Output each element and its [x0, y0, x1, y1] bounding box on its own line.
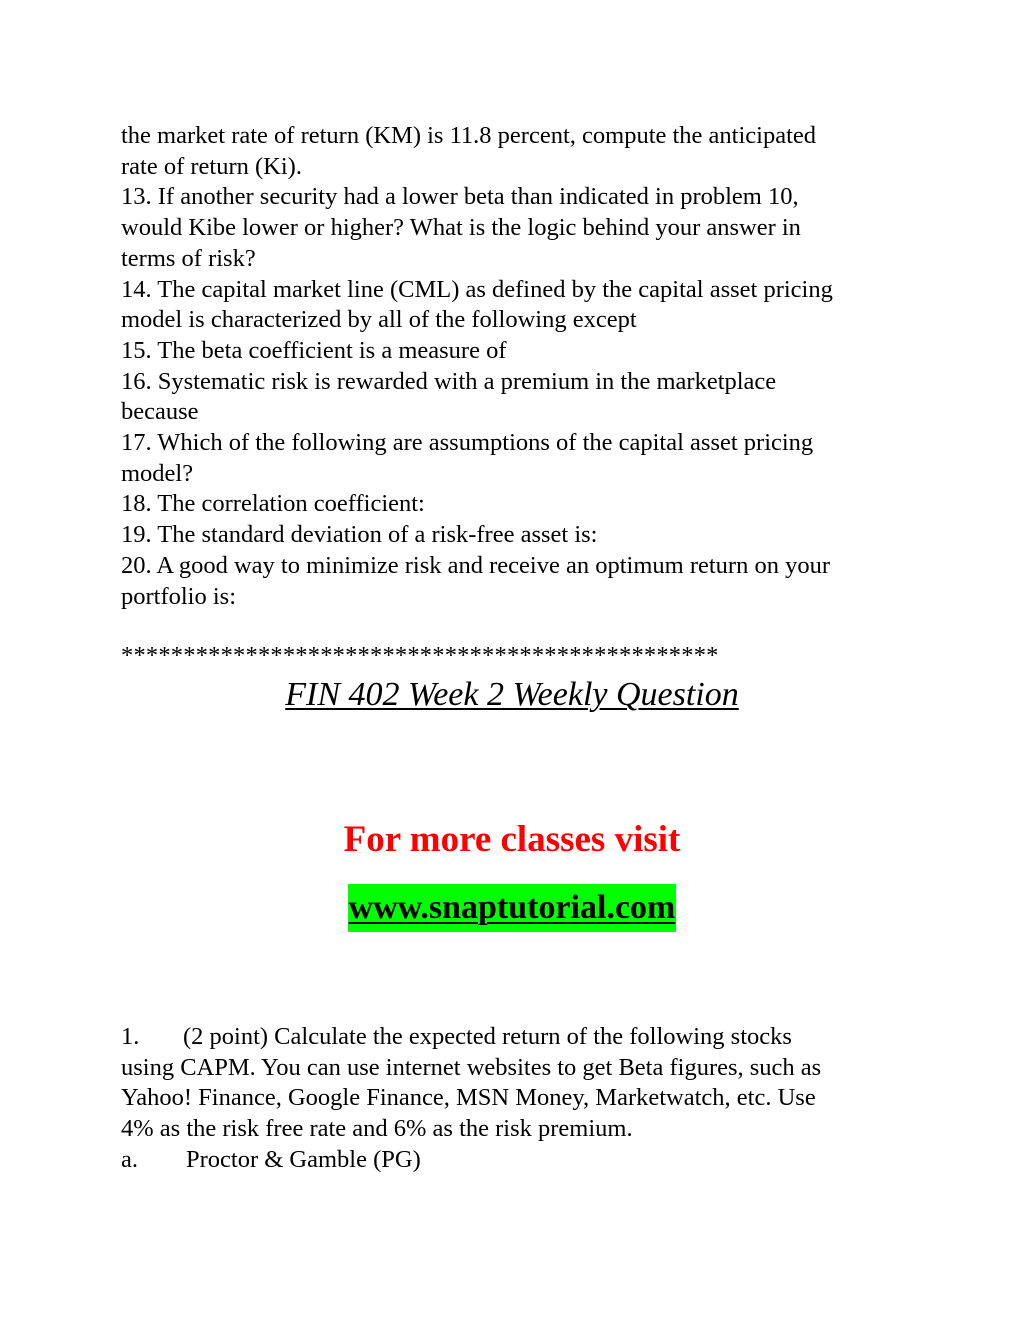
text-line: Yahoo! Finance, Google Finance, MSN Money, Marketwatch, etc. Use — [121, 1084, 816, 1112]
text-line: because — [121, 398, 199, 426]
text-line: 18. The correlation coefficient: — [121, 490, 425, 518]
question-1-number: 1. — [121, 1023, 140, 1050]
text-line: 14. The capital market line (CML) as defined by the capital asset pricing — [121, 275, 833, 303]
text-line: portfolio is: — [121, 582, 237, 610]
question-1 — [121, 1022, 911, 1176]
list-item-a-label: a. — [121, 1145, 138, 1173]
question-1-first-line — [121, 1022, 911, 1053]
list-item-a-text: Proctor & Gamble (PG) — [186, 1145, 421, 1173]
list-item-a — [121, 1145, 911, 1176]
text-line: 20. A good way to minimize risk and receive an optimum return on your — [121, 551, 830, 579]
text-line: would Kibe lower or higher? What is the logic behind your answer in — [121, 214, 801, 242]
section-title: FIN 402 Week 2 Weekly Question — [285, 676, 739, 713]
promo-text: For more classes visit — [343, 819, 681, 860]
question-list — [121, 121, 911, 612]
text-line: model? — [121, 459, 194, 487]
snaptutorial-link[interactable]: www.snaptutorial.com — [348, 884, 677, 932]
text-line: 16. Systematic risk is rewarded with a premium in the marketplace — [121, 367, 777, 395]
text-line: 4% as the risk free rate and 6% as the risk premium. — [121, 1115, 633, 1143]
separator-asterisks: ************************************************ — [121, 642, 719, 669]
text-line: using CAPM. You can use internet websites to get Beta figures, such as — [121, 1053, 822, 1081]
text-line: 15. The beta coefficient is a measure of — [121, 336, 507, 364]
text-line: rate of return (Ki). — [121, 152, 302, 180]
text-line: 13. If another security had a lower beta than indicated in problem 10, — [121, 183, 799, 211]
text-line: model is characterized by all of the following except — [121, 306, 637, 334]
promo-link-container — [0, 884, 1024, 932]
text-line: the market rate of return (KM) is 11.8 percent, compute the anticipated — [121, 122, 817, 149]
text-line: 17. Which of the following are assumptions of the capital asset pricing — [121, 429, 814, 457]
text-line: terms of risk? — [121, 244, 256, 272]
question-1-text: (2 point) Calculate the expected return of the following stocks — [183, 1023, 792, 1050]
text-line: 19. The standard deviation of a risk-free asset is: — [121, 521, 598, 549]
